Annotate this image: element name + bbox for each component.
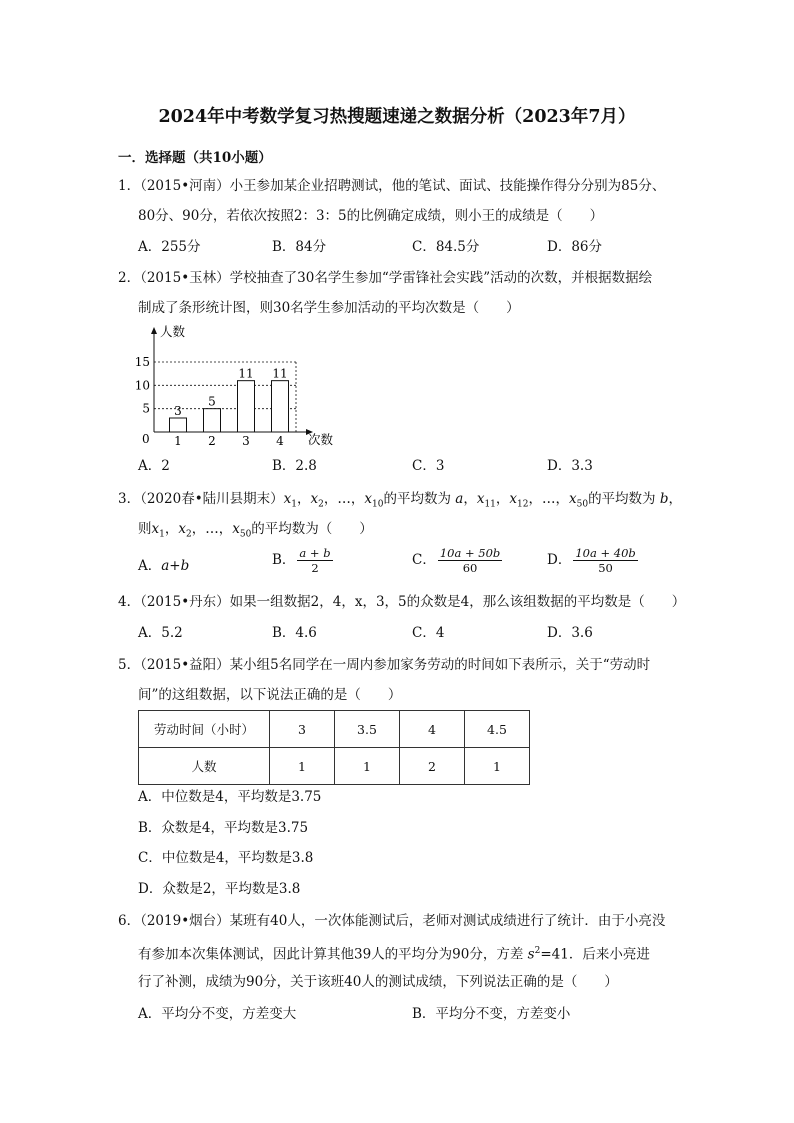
table-row bbox=[139, 748, 530, 785]
q5-line2: 间”的这组数据，以下说法正确的是（ ） bbox=[138, 687, 402, 703]
q6-line1: 6．（2019•烟台）某班有40人，一次体能测试后，老师对测试成绩进行了统计．由于小亮没 bbox=[118, 913, 666, 929]
q5-option-c[interactable]: C．中位数是4，平均数是3.8 bbox=[138, 850, 314, 866]
q3-option-b-label: B． bbox=[272, 552, 296, 568]
x-tick-label: 2 bbox=[208, 434, 216, 448]
bar-value-label: 3 bbox=[174, 404, 182, 418]
bar-value-label: 11 bbox=[238, 366, 254, 381]
table-cell: 人数 bbox=[139, 748, 270, 785]
q6-line2-end: =41．后来小亮进 bbox=[540, 946, 650, 963]
q6-line2: 有参加本次集体测试，因此计算其他39人的平均分为90分，方差 $s^2=41$．后来小亮进 bbox=[138, 946, 650, 963]
q6-option-b[interactable]: B．平均分不变，方差变小 bbox=[412, 1006, 571, 1022]
table-cell: 1 bbox=[335, 748, 400, 785]
q5-option-b[interactable]: B．众数是4，平均数是3.75 bbox=[138, 820, 309, 836]
bar-value-label: 5 bbox=[208, 394, 216, 409]
q2-option-b[interactable]: B．2.8 bbox=[272, 458, 317, 474]
q3-option-c[interactable] bbox=[412, 546, 502, 575]
bar bbox=[238, 381, 255, 432]
q2-line2: 制成了条形统计图，则30名学生参加活动的平均次数是（ ） bbox=[138, 300, 520, 316]
q3-option-b-numerator: a + b bbox=[299, 546, 331, 560]
bar-value-label: 11 bbox=[272, 366, 288, 381]
q1-option-c[interactable]: C．84.5分 bbox=[412, 239, 480, 255]
q4-option-c[interactable]: C．4 bbox=[412, 625, 445, 641]
q3-line1: 3．（2020春•陆川县期末）$x_1$，$x_2$，…，$x_{10}$的平均数为 a，$x_{11}$，$x_{12}$，…，$x_{50}$的平均数为 b， bbox=[118, 491, 683, 510]
table-row bbox=[139, 711, 530, 748]
x-axis-label: 次数 bbox=[308, 432, 334, 447]
x-tick-label: 1 bbox=[174, 434, 182, 448]
q3-option-a-value: a+b bbox=[161, 558, 190, 574]
bar bbox=[170, 418, 187, 432]
q3-option-c-numerator: 10a + 50b bbox=[439, 546, 501, 560]
labor-time-table bbox=[138, 710, 530, 785]
q4-option-b[interactable]: B．4.6 bbox=[272, 625, 317, 641]
q3-option-c-label: C． bbox=[412, 552, 436, 568]
q4-option-a[interactable]: A．5.2 bbox=[138, 625, 183, 641]
table-cell: 1 bbox=[270, 748, 335, 785]
q3-option-a-label: A． bbox=[138, 558, 162, 574]
q3-option-c-denominator: 60 bbox=[462, 561, 478, 575]
q4-option-d[interactable]: D．3.6 bbox=[547, 625, 593, 641]
table-cell: 2 bbox=[400, 748, 465, 785]
table-cell: 3 bbox=[270, 711, 335, 748]
q5-option-a[interactable]: A．中位数是4，平均数是3.75 bbox=[138, 789, 322, 805]
table-cell: 劳动时间（小时） bbox=[139, 711, 270, 748]
q2-line1: 2．（2015•玉林）学校抽查了30名学生参加“学雷锋社会实践”活动的次数，并根据数据绘 bbox=[118, 270, 653, 286]
table-cell: 3.5 bbox=[335, 711, 400, 748]
q3-option-b-fraction bbox=[297, 546, 332, 575]
y-tick-label: 10 bbox=[134, 378, 150, 393]
y-tick-label: 5 bbox=[142, 401, 150, 416]
table-cell: 4 bbox=[400, 711, 465, 748]
q4-line1: 4．（2015•丹东）如果一组数据2，4，x，3，5的众数是4，那么该组数据的平均数是（ ） bbox=[118, 594, 686, 610]
q2-option-c[interactable]: C．3 bbox=[412, 458, 445, 474]
q6-line2-start: 有参加本次集体测试，因此计算其他39人的平均分为90分，方差 bbox=[138, 946, 524, 963]
bar bbox=[272, 381, 289, 432]
q3-option-c-fraction bbox=[438, 546, 502, 575]
q3-option-b-denominator: 2 bbox=[311, 561, 319, 575]
q1-line1: 1．（2015•河南）小王参加某企业招聘测试，他的笔试、面试、技能操作得分分别为85分、 bbox=[118, 178, 666, 194]
q6-line3: 行了补测，成绩为90分，关于该班40人的测试成绩，下列说法正确的是（ ） bbox=[138, 974, 618, 990]
q3-option-d-label: D． bbox=[547, 552, 572, 568]
q3-option-d-numerator: 10a + 40b bbox=[575, 546, 636, 560]
q5-option-d[interactable]: D．众数是2，平均数是3.8 bbox=[138, 881, 301, 897]
q3-option-a[interactable] bbox=[138, 556, 189, 576]
page-title: 2024年中考数学复习热搜题速递之数据分析（2023年7月） bbox=[158, 107, 636, 127]
bar bbox=[204, 409, 221, 432]
q1-option-a[interactable]: A．255分 bbox=[138, 239, 201, 255]
q3-prefix: 3．（2020春•陆川县期末） bbox=[118, 491, 284, 507]
x-tick-label: 4 bbox=[276, 434, 284, 448]
table-cell: 1 bbox=[465, 748, 530, 785]
q1-option-d[interactable]: D．86分 bbox=[547, 239, 603, 255]
q2-option-d[interactable]: D．3.3 bbox=[547, 458, 593, 474]
origin-label: 0 bbox=[142, 432, 150, 446]
q3-line2: 则$x_1$，$x_2$，…，$x_{50}$的平均数为（ ） bbox=[138, 521, 373, 540]
q5-line1: 5．（2015•益阳）某小组5名同学在一周内参加家务劳动的时间如下表所示，关于“劳动时 bbox=[118, 657, 651, 673]
section-heading: 一．选择题（共10小题） bbox=[118, 150, 272, 166]
q3-option-b[interactable] bbox=[272, 546, 333, 575]
x-tick-label: 3 bbox=[242, 434, 250, 448]
q3-option-d-fraction bbox=[573, 546, 637, 575]
table-cell: 4.5 bbox=[465, 711, 530, 748]
q1-option-b[interactable]: B．84分 bbox=[272, 239, 327, 255]
q3-option-d-denominator: 50 bbox=[598, 561, 613, 575]
q2-option-a[interactable]: A．2 bbox=[138, 458, 170, 474]
q6-option-a[interactable]: A．平均分不变，方差变大 bbox=[138, 1006, 297, 1022]
bar-chart bbox=[130, 322, 345, 452]
q1-line2: 80分、90分，若依次按照2：3：5的比例确定成绩，则小王的成绩是（ ） bbox=[138, 208, 604, 224]
y-tick-label: 15 bbox=[134, 355, 150, 369]
y-axis-label: 人数 bbox=[160, 324, 186, 339]
q3-option-d[interactable] bbox=[547, 546, 638, 575]
